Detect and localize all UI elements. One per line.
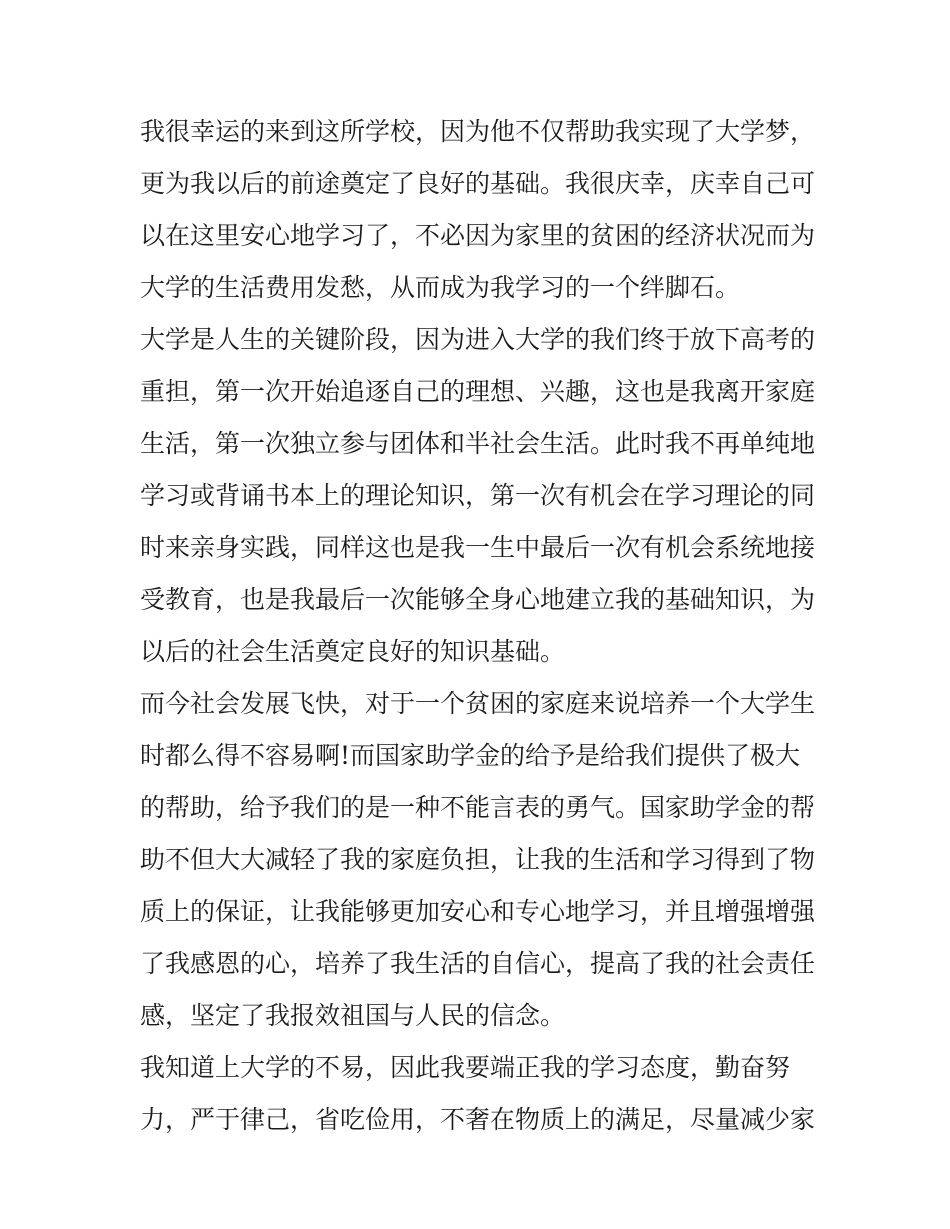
text-line: 以在这里安心地学习了，不必因为家里的贫困的经济状况而为 [140,221,816,250]
text-line: 时来亲身实践，同样这也是我一生中最后一次有机会系统地接 [140,533,816,562]
text-line: 质上的保证，让我能够更加安心和专心地学习，并且增强增强 [140,897,816,926]
text-line: 我很幸运的来到这所学校，因为他不仅帮助我实现了大学梦， [140,117,816,146]
text-line: 学习或背诵书本上的理论知识，第一次有机会在学习理论的同 [140,481,816,510]
text-line: 我知道上大学的不易，因此我要端正我的学习态度，勤奋努 [140,1053,791,1082]
text-line: 生活，第一次独立参与团体和半社会生活。此时我不再单纯地 [140,429,816,458]
text-line: 助不但大大减轻了我的家庭负担，让我的生活和学习得到了物 [140,845,816,874]
text-line: 力，严于律己，省吃俭用，不奢在物质上的满足，尽量减少家 [140,1105,816,1134]
text-line: 更为我以后的前途奠定了良好的基础。我很庆幸，庆幸自己可 [140,169,816,198]
text-line: 而今社会发展飞快，对于一个贫困的家庭来说培养一个大学生 [140,689,816,718]
text-line: 时都么得不容易啊!而国家助学金的给予是给我们提供了极大 [140,741,801,770]
text-line: 以后的社会生活奠定良好的知识基础。 [140,637,566,666]
text-line: 的帮助，给予我们的是一种不能言表的勇气。国家助学金的帮 [140,793,816,822]
text-line: 了我感恩的心，培养了我生活的自信心，提高了我的社会责任 [140,949,816,978]
text-line: 受教育，也是我最后一次能够全身心地建立我的基础知识，为 [140,585,816,614]
text-line: 重担，第一次开始追逐自己的理想、兴趣，这也是我离开家庭 [140,377,816,406]
text-line: 大学是人生的关键阶段，因为进入大学的我们终于放下高考的 [140,325,816,354]
text-line: 大学的生活费用发愁，从而成为我学习的一个绊脚石。 [140,273,741,302]
document-body [140,106,820,1146]
text-line: 感，坚定了我报效祖国与人民的信念。 [140,1001,566,1030]
